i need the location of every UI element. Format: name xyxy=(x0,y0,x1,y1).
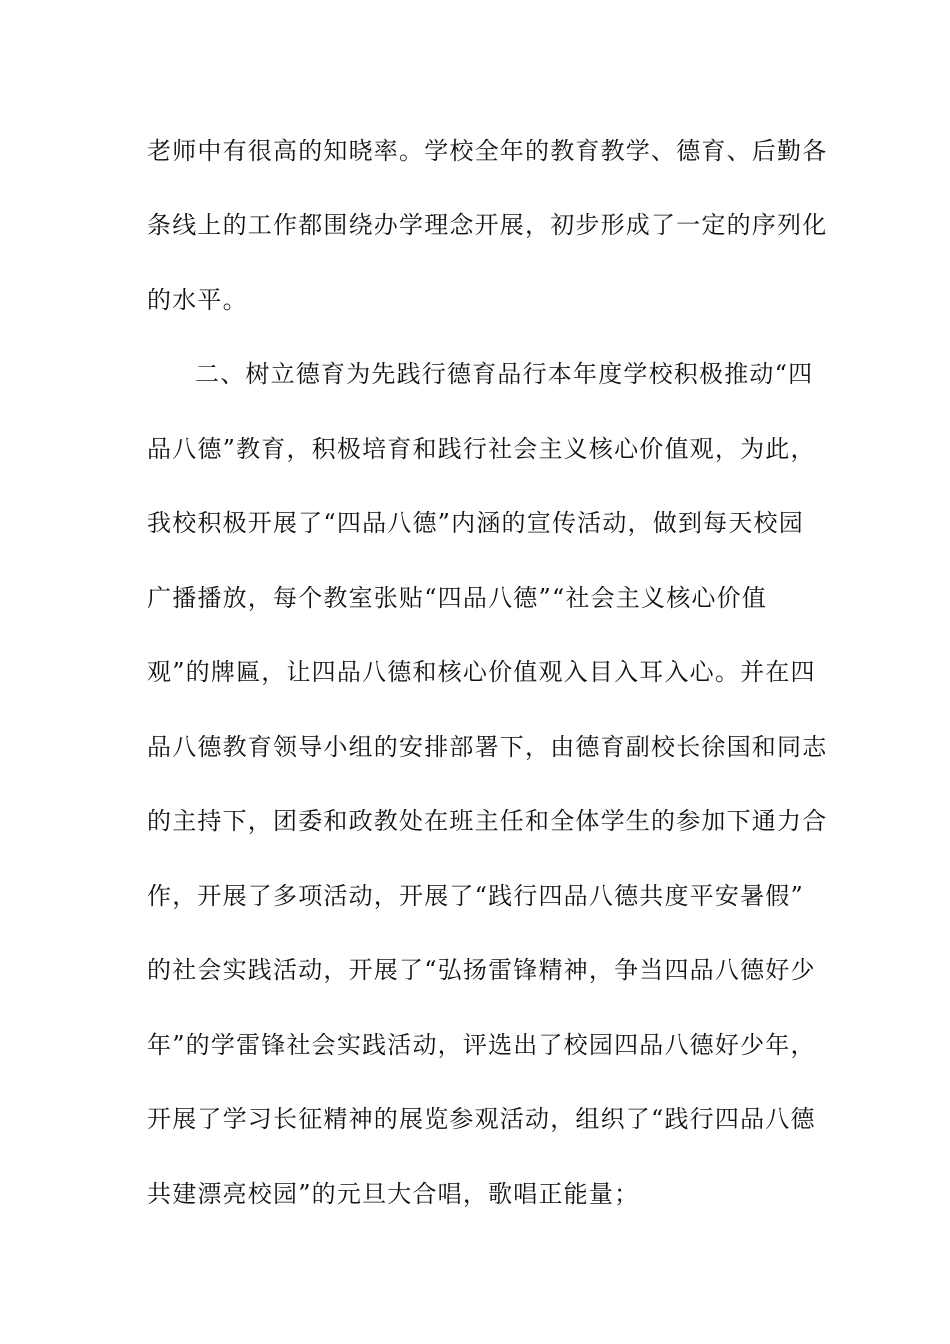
paragraph-start-line: 二、树立德育为先践行德育品行本年度学校积极推动“四 xyxy=(195,360,814,388)
text-line: 观”的牌匾，让四品八德和核心价值观入目入耳入心。并在四 xyxy=(147,658,816,686)
text-line: 品八德”教育，积极培育和践行社会主义核心价值观，为此， xyxy=(147,435,816,463)
text-line: 条线上的工作都围绕办学理念开展，初步形成了一定的序列化 xyxy=(147,211,828,239)
text-line: 我校积极开展了“四品八德”内涵的宣传活动，做到每天校园 xyxy=(147,509,804,537)
text-line: 的水平。 xyxy=(147,286,248,314)
text-line: 年”的学雷锋社会实践活动，评选出了校园四品八德好少年， xyxy=(147,1031,816,1059)
text-line: 共建漂亮校园”的元旦大合唱，歌唱正能量； xyxy=(147,1180,640,1208)
text-line: 品八德教育领导小组的安排部署下，由德育副校长徐国和同志 xyxy=(147,733,828,761)
text-line: 开展了学习长征精神的展览参观活动，组织了“践行四品八德 xyxy=(147,1105,816,1133)
text-line: 的主持下，团委和政教处在班主任和全体学生的参加下通力合 xyxy=(147,807,828,835)
text-line: 的社会实践活动，开展了“弘扬雷锋精神，争当四品八德好少 xyxy=(147,956,816,984)
text-line: 广播播放，每个教室张贴“四品八德”“社会主义核心价值 xyxy=(147,584,768,612)
text-line: 作，开展了多项活动，开展了“践行四品八德共度平安暑假” xyxy=(147,882,804,910)
text-line: 老师中有很高的知晓率。学校全年的教育教学、德育、后勤各 xyxy=(147,137,828,165)
